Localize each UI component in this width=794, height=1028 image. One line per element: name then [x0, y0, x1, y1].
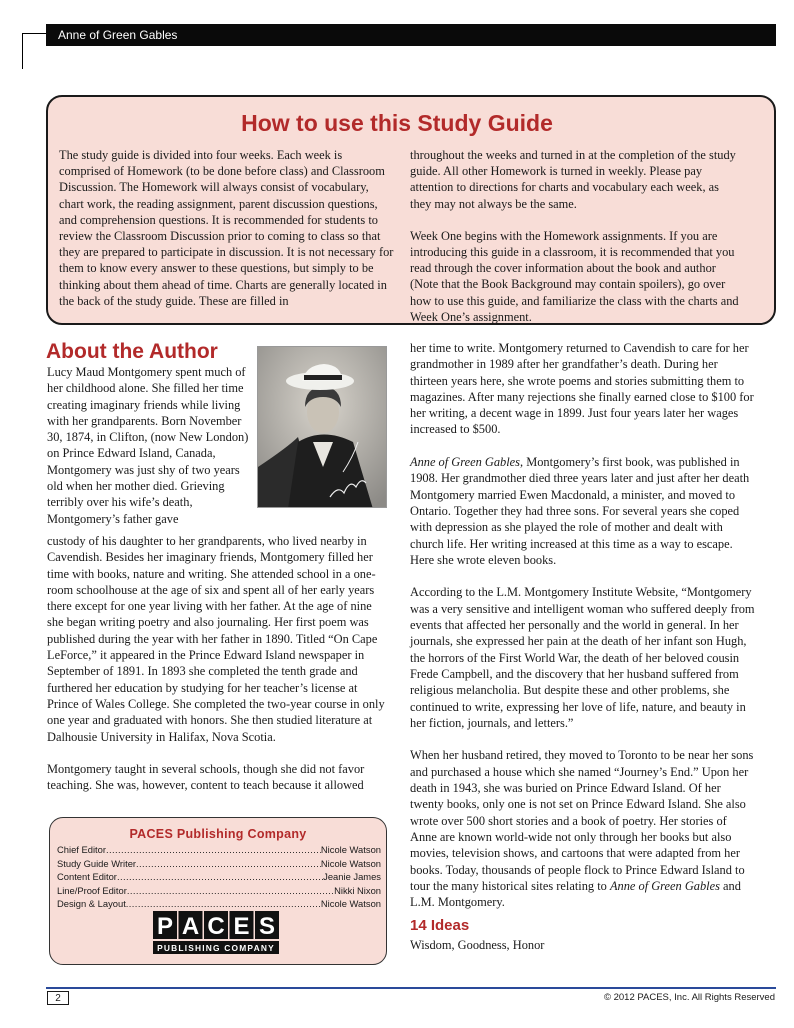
- leader-dots: [136, 857, 321, 871]
- book-title: Anne of Green Gables,: [410, 455, 524, 470]
- copyright-notice: © 2012 PACES, Inc. All Rights Reserved: [603, 992, 775, 1003]
- study-guide-title: How to use this Study Guide: [241, 110, 553, 136]
- svg-text:E: E: [233, 913, 250, 940]
- paces-logo: [153, 911, 279, 955]
- author-bio-paragraph: According to the L.M. Montgomery Institute Website, “Montgomery was a very sensitive and intelligent woman who suffered deeply from events that affected her personally and the world in general. In her journals, she expressed her pain at the death of her infant son Hugh, the horrors of the First World War, the death of her beloved cousin Frede Campbell, and the discovery that her husband suffered from religious melancholia. But despite these and other problems, she continued to write, expressing her love of life, nature, and beauty in her fiction, journals, and letters.”: [410, 585, 755, 730]
- credit-name: Nikki Nixon: [334, 884, 381, 896]
- corner-rule-vertical: [22, 33, 23, 69]
- credit-row: [57, 857, 381, 871]
- study-guide-paragraph: Week One begins with the Homework assignments. If you are introducing this guide in a classroom, it is recommended that you read through the cover information about the book and author (Note that the Book Background may contain spoilers), go over how to use this guide, and familiarize the class with the charts and Week One’s assignment.: [410, 228, 739, 324]
- svg-text:P: P: [156, 913, 174, 940]
- ideas-list: Wisdom, Goodness, Honor: [410, 938, 545, 952]
- author-portrait-photo: [257, 346, 387, 508]
- leader-dots: [117, 870, 323, 884]
- svg-text:C: C: [207, 913, 225, 940]
- author-bio-continued: [47, 533, 387, 810]
- author-bio-text: and L.M. Montgomery.: [410, 878, 741, 910]
- page-number: 2: [47, 991, 69, 1005]
- credit-name: Nicole Watson: [320, 898, 381, 910]
- credit-name: Nicole Watson: [320, 857, 381, 869]
- author-bio-text: When her husband retired, they moved to Toronto to be near her sons and purchased a house which she named “Journey’s End.” Upon her death in 1943, she was buried on Prince Edward Island. Of her twenty books, only one is not set on Prince Edward Island. She also wrote over 500 short stories and a book of poetry. Her stories of Anne are known world-wide not only through her books but also movies, television shows, and cartoons that were adapted from her books. Today, thousands of people flock to Prince Edward Island to tour the many historical sites relating to: [410, 748, 754, 893]
- author-bio-right-column: [410, 340, 755, 927]
- book-title: Anne of Green Gables: [609, 878, 720, 893]
- footer-rule: [46, 987, 776, 989]
- svg-text:A: A: [181, 913, 200, 940]
- author-bio-intro: Lucy Maud Montgomery spent much of her childhood alone. She filled her time creating imaginary friends while living with her grandparents. Born November 30, 1874, in Clifton, (now New London) on Prince Edward Island, Canada, Montgomery was just shy of two years old when her mother died. Grieving terribly over his wife’s death, Montgomery’s father gave: [47, 365, 249, 526]
- svg-text:PUBLISHING COMPANY: PUBLISHING COMPANY: [157, 943, 275, 953]
- study-guide-paragraph: throughout the weeks and turned in at the completion of the study guide. All other Homework is turned in weekly. Please pay attention to directions for charts and vocabulary each week, as they may not always be the same.: [410, 148, 736, 211]
- leader-dots: [126, 897, 321, 911]
- author-bio-paragraph: her time to write. Montgomery returned to Cavendish to care for her grandmother in 1989 after her grandfather’s death. During her thirteen years here, she wrote poems and stories submitting them to magazines. After many rejections she finally earned close to $100 for her writing, a decent wage in 1899. Just four years later her wages increased to $500.: [410, 341, 754, 437]
- credits-list: [57, 843, 381, 911]
- credit-role: Content Editor: [57, 871, 117, 883]
- author-bio-paragraph: Montgomery taught in several schools, though she did not favor teaching. She was, however, content to teach because it allowed: [47, 762, 365, 793]
- paces-logo-letters: [153, 911, 279, 940]
- credit-role: Study Guide Writer: [57, 857, 137, 869]
- credit-row: [57, 884, 381, 898]
- leader-dots: [106, 843, 321, 857]
- credit-role: Design & Layout: [57, 898, 126, 910]
- credit-row: [57, 870, 381, 884]
- credit-row: [57, 843, 381, 857]
- credit-row: [57, 897, 381, 911]
- credit-name: Nicole Watson: [320, 844, 381, 855]
- ideas-heading: 14 Ideas: [410, 917, 470, 934]
- credit-name: Jeanie James: [323, 871, 381, 883]
- study-guide-left-column: [59, 147, 395, 325]
- credit-role: Chief Editor: [57, 844, 106, 855]
- about-author-heading: About the Author: [46, 340, 218, 363]
- credit-role: Line/Proof Editor: [57, 884, 127, 896]
- author-portrait-image: [258, 347, 387, 508]
- publisher-title: PACES Publishing Company: [129, 827, 307, 841]
- corner-rule-horizontal: [22, 33, 46, 34]
- study-guide-right-column: [410, 147, 740, 341]
- running-header: Anne of Green Gables: [46, 24, 776, 46]
- author-bio-text: Montgomery’s first book, was published in 1908. Her grandmother died three years later and just after her death Montgomery married Ewen Macdonald, a minister, and moved to Ontario. Together they had three sons. For several years she coped with depression as she played the role of mother and dealt with church life. Her writing increased at this time as a way to escape. Here she wrote eleven books.: [410, 455, 750, 567]
- study-guide-paragraph: The study guide is divided into four weeks. Each week is comprised of Homework (to be done before class) and Classroom Discussion. The Homework will always consist of vocabulary, chart work, the reading assignment, parent discussion questions, and comprehension questions. It is recommended for students to review the Classroom Discussion prior to coming to class so that they are prepared to participate in discussion. It is not necessary for them to know every answer to these questions, but simply to be thinking about them ahead of time. Charts are generally located in the back of the study guide. These are filled in: [59, 148, 394, 308]
- svg-text:S: S: [258, 913, 276, 940]
- leader-dots: [127, 884, 334, 898]
- author-bio-paragraph: [410, 454, 755, 568]
- author-bio-paragraph: custody of his daughter to her grandparents, who lived nearby in Cavendish. Besides her imaginary friends, Montgomery filled her time with books, nature and writing. She attended school in a one-room schoolhouse at the age of six and spent all of her early years there except for one year living with her father. At the age of nine she began writing poetry and also journaling. Her first poem was published during the year with her father in 1890. Titled “On Cape LeForce,” it appeared in the Prince Edward Island newspaper in September of 1891. In 1893 she completed the tenth grade and furthered her education by studying for her teacher’s license at Prince of Wales College. She completed the two-year course in only one year and graduated with honors. She then studied literature at Dalhousie University in Halifax, Nova Scotia.: [47, 534, 385, 744]
- author-bio-paragraph: [410, 747, 755, 910]
